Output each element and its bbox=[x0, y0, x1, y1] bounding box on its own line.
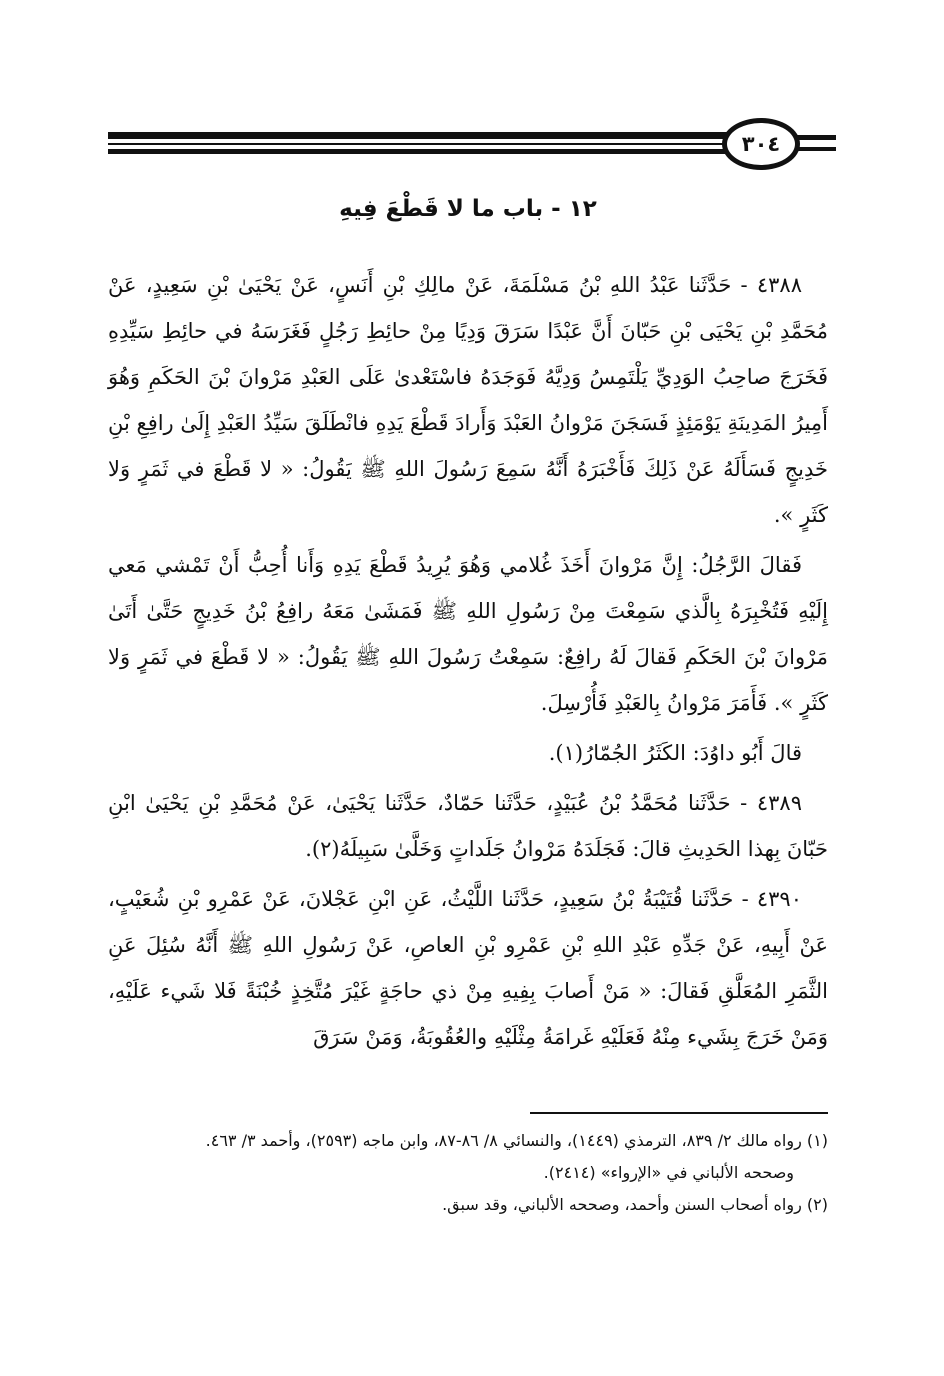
footnote-1-note: وصححه الألباني في «الإرواء» (٢٤١٤). bbox=[543, 1163, 794, 1182]
footnote-1: (١) رواه مالك ٢/ ٨٣٩، الترمذي (١٤٤٩)، والنسائي ٨/ ٨٦-٨٧، وابن ماجه (٢٥٩٣)، وأحمد ٣/ ٤٦٣. bbox=[205, 1131, 828, 1150]
footnote-2: (٢) رواه أصحاب السنن وأحمد، وصححه الألباني، وقد سبق. bbox=[442, 1195, 828, 1214]
page-number-ring bbox=[722, 118, 800, 170]
header-line-right-upper bbox=[796, 135, 836, 140]
hadith-4388-continuation: فَقالَ الرَّجُلُ: إِنَّ مَرْوانَ أَخَذَ غُلامي وَهُوَ يُرِيدُ قَطْعَ يَدِهِ وَأَنا أُحِبُّ أَنْ تَمْشي مَعي إِلَيْهِ فَتُخْبِرَهُ بِالَّذي سَمِعْتَ مِنْ رَسُولِ اللهِ ﷺ فَمَشَىٰ مَعَهُ رافِعُ بْنُ خَدِيجٍ حَتَّىٰ أَتَىٰ مَرْوانَ بْنَ الحَكَمِ فَقالَ لَهُ رافِعٌ: سَمِعْتُ رَسُولَ اللهِ ﷺ يَقُولُ: « لا قَطْعَ في ثَمَرٍ وَلا كَثَرٍ ». فَأَمَرَ مَرْوانُ بِالعَبْدِ فَأُرْسِلَ. bbox=[108, 553, 828, 715]
chapter-title: ١٢ - باب ما لا قَطْعَ فِيهِ bbox=[339, 196, 597, 222]
footnote-separator bbox=[530, 1112, 828, 1114]
footnotes bbox=[108, 1125, 828, 1221]
header-line-right-lower bbox=[796, 147, 836, 151]
page-number: ٣٠٤ bbox=[741, 132, 781, 156]
header-line-thick bbox=[108, 132, 728, 139]
header-line-thin bbox=[108, 143, 728, 145]
hadith-4390: ٤٣٩٠ - حَدَّثَنا قُتَيْبَةُ بْنُ سَعِيدٍ، حَدَّثَنا اللَّيْثُ، عَنِ ابْنِ عَجْلانَ، عَنْ عَمْرِو بْنِ شُعَيْبٍ، عَنْ أَبِيهِ، عَنْ جَدِّهِ عَبْدِ اللهِ بْنِ عَمْرِو بْنِ العاصِ، عَنْ رَسُولِ اللهِ ﷺ أَنَّهُ سُئِلَ عَنِ الثَّمَرِ المُعَلَّقِ فَقالَ: « مَنْ أَصابَ بِفِيهِ مِنْ ذي حاجَةٍ غَيْرَ مُتَّخِذٍ خُبْنَةً فَلا شَيء عَلَيْهِ، وَمَنْ خَرَجَ بِشَيء مِنْهُ فَعَلَيْهِ غَرامَةُ مِثْلَيْهِ والعُقُوبَةُ، وَمَنْ سَرَقَ bbox=[108, 887, 828, 1049]
abu-dawud-comment: قالَ أَبُو داوُدَ: الكَثَرُ الجُمّارُ(١). bbox=[548, 741, 802, 765]
header-line-thick-2 bbox=[108, 149, 728, 154]
header-rule bbox=[108, 126, 836, 166]
main-text bbox=[108, 262, 828, 1064]
hadith-4388: ٤٣٨٨ - حَدَّثَنا عَبْدُ اللهِ بْنُ مَسْلَمَةَ، عَنْ مالِكِ بْنِ أَنَسٍ، عَنْ يَحْيَىٰ بْنِ سَعِيدٍ، عَنْ مُحَمَّدِ بْنِ يَحْيَى بْنِ حَبّانَ أَنَّ عَبْدًا سَرَقَ وَدِيًا مِنْ حائِطِ رَجُلٍ فَغَرَسَهُ في حائِطِ سَيِّدِهِ فَخَرَجَ صاحِبُ الوَدِيِّ يَلْتَمِسُ وَدِيَّهُ فَوَجَدَهُ فاسْتَعْدىٰ عَلَى العَبْدِ مَرْوانَ بْنَ الحَكَمِ وَهُوَ أَمِيرُ المَدِينَةِ يَوْمَئِذٍ فَسَجَنَ مَرْوانُ العَبْدَ وَأَرادَ قَطْعَ يَدِهِ فانْطَلَقَ سَيِّدُ العَبْدِ إِلَىٰ رافِعِ بْنِ خَدِيجٍ فَسَأَلَهُ عَنْ ذَلِكَ فَأَخْبَرَهُ أَنَّهُ سَمِعَ رَسُولَ اللهِ ﷺ يَقُولُ: « لا قَطْعَ في ثَمَرٍ وَلا كَثَرٍ ». bbox=[108, 273, 828, 527]
hadith-4389: ٤٣٨٩ - حَدَّثَنا مُحَمَّدُ بْنُ عُبَيْدٍ، حَدَّثَنا حَمّادٌ، حَدَّثَنا يَحْيَىٰ، عَنْ مُحَمَّدِ بْنِ يَحْيَىٰ ابْنِ حَبّانَ بِهذا الحَدِيثِ قالَ: فَجَلَدَهُ مَرْوانُ جَلَداتٍ وَخَلَّىٰ سَبِيلَهُ(٢). bbox=[108, 791, 828, 861]
